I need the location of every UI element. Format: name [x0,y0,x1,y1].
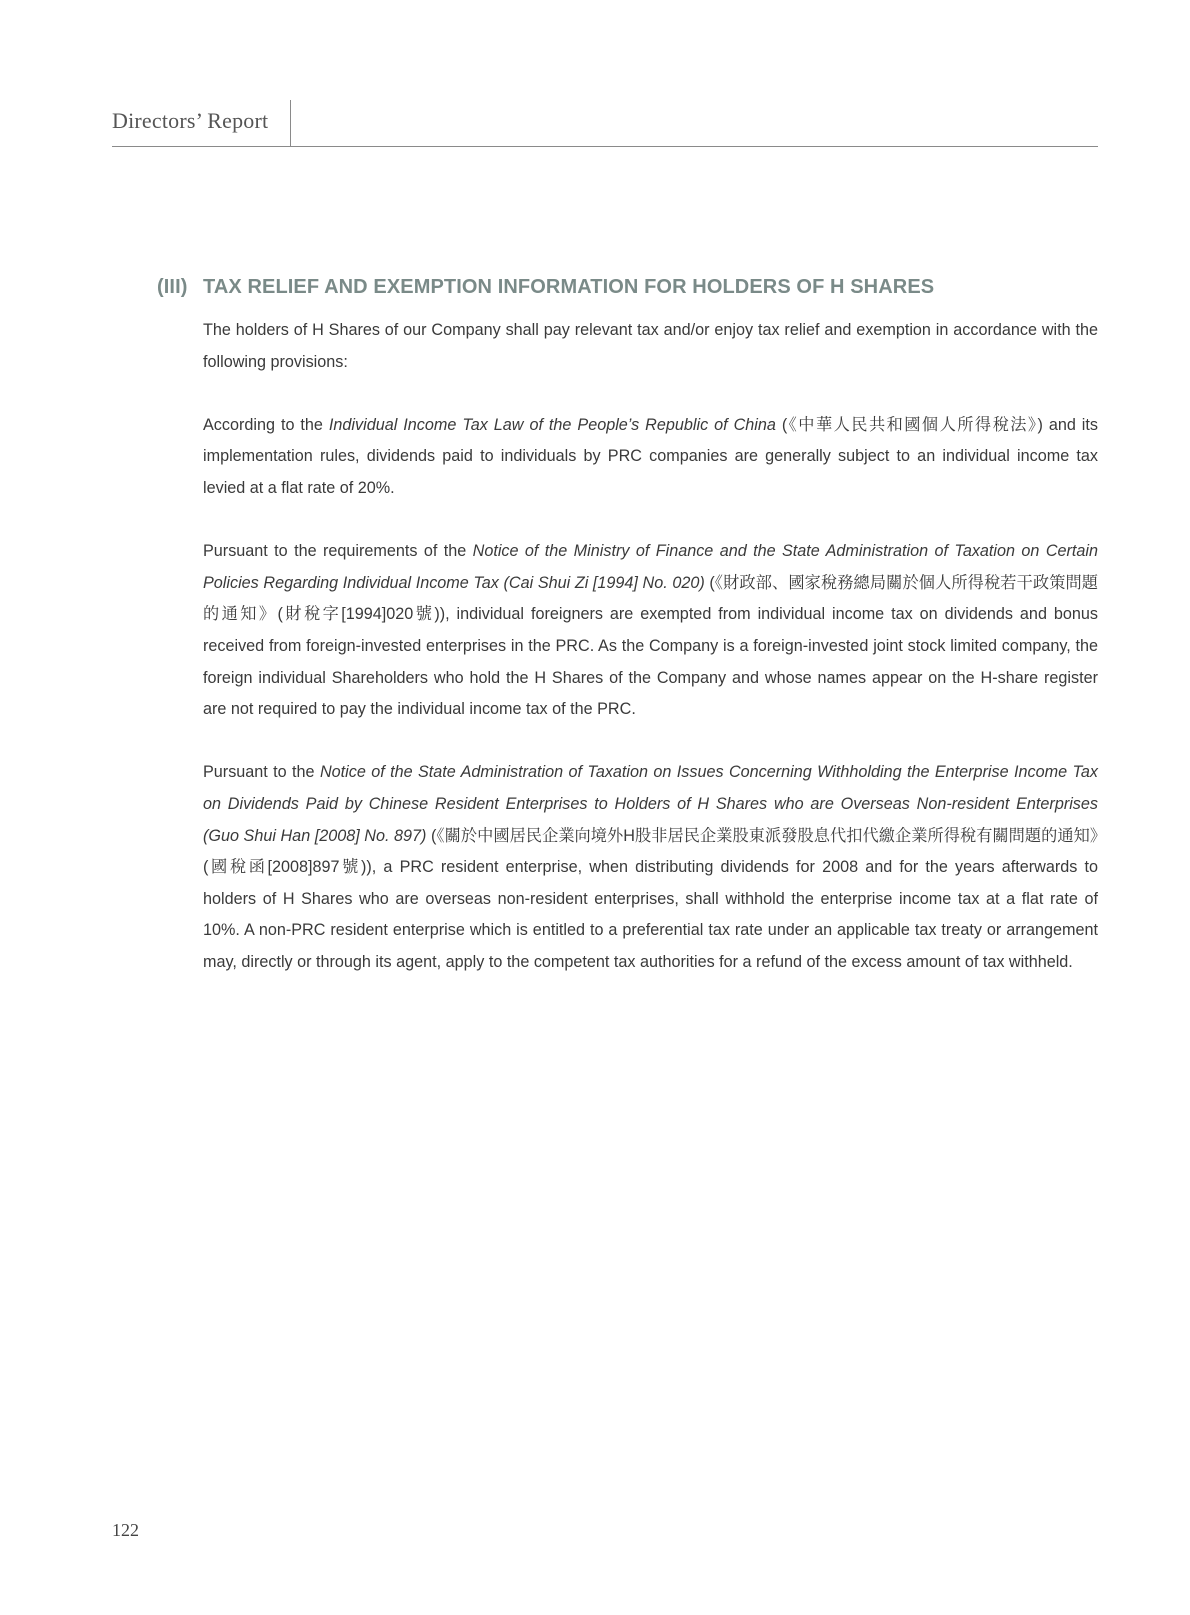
paragraph-text: According to the [203,415,329,434]
page-number: 122 [112,1520,139,1540]
section-body [203,315,1098,978]
paragraph-text: Pursuant to the requirements of the [203,542,473,561]
paragraph-text: Pursuant to the [203,763,320,782]
paragraph-text: (《關於中國居民企業向境外H股非居民企業股東派發股息代扣代繳企業所得稅有關問題的通知》(國稅函[2008]897號)), a PRC resident enterprise, when distributing dividends for 2008 and for the years afterwards to holders of H Shares who are overseas non-resident enterprises, shall withhold the enterprise income tax at a flat rate of 10%. A non-PRC resident enterprise which is entitled to a preferential tax rate under an applicable tax treaty or arrangement may, directly or through its agent, apply to the competent tax authorities for a refund of the excess amount of tax withheld. [203,826,1098,971]
paragraph-intro-text: The holders of H Shares of our Company shall pay relevant tax and/or enjoy tax relief and exemption in accordance with the following provisions: [203,321,1098,371]
header-title: Directors’ Report [112,108,269,133]
notice-title: Notice of the State Administration of Taxation on Issues Concerning Withholding the Enterprise Income Tax on Dividends Paid by Chinese Resident Enterprises to Holders of H Shares who are Overseas Non-resident Enterprises (Guo Shui Han [2008] No. 897) [203,763,1098,845]
paragraph-intro [203,315,1098,378]
paragraph-foreign-individuals [203,536,1098,726]
section-number: (III) [157,276,188,298]
section-heading [157,276,1098,299]
tax-relief-section [157,276,1098,1010]
page-header [112,98,1098,147]
law-title: Individual Income Tax Law of the People’s Republic of China [328,415,776,434]
paragraph-text: (《中華人民共和國個人所得稅法》) and its implementation rules, dividends paid to individuals by PRC companies are generally subject to an individual income tax levied at a flat rate of 20%. [203,415,1098,497]
notice-title: Notice of the Ministry of Finance and the State Administration of Taxation on Certain Policies Regarding Individual Income Tax (Cai Shui Zi [1994] No. 020) [203,542,1098,592]
section-title: TAX RELIEF AND EXEMPTION INFORMATION FOR HOLDERS OF H SHARES [203,276,935,298]
paragraph-text: (《財政部、國家稅務總局關於個人所得稅若干政策問題的通知》(財稅字[1994]020號)), individual foreigners are exempted from individual income tax on dividends and bonus received from foreign-invested enterprises in the PRC. As the Company is a foreign-invested joint stock limited company, the foreign individual Shareholders who hold the H Shares of the Company and whose names appear on the H-share register are not required to pay the individual income tax of the PRC. [203,573,1098,719]
paragraph-individual-income-tax [203,410,1098,505]
paragraph-non-resident-enterprises [203,757,1098,978]
header-divider [290,100,291,146]
